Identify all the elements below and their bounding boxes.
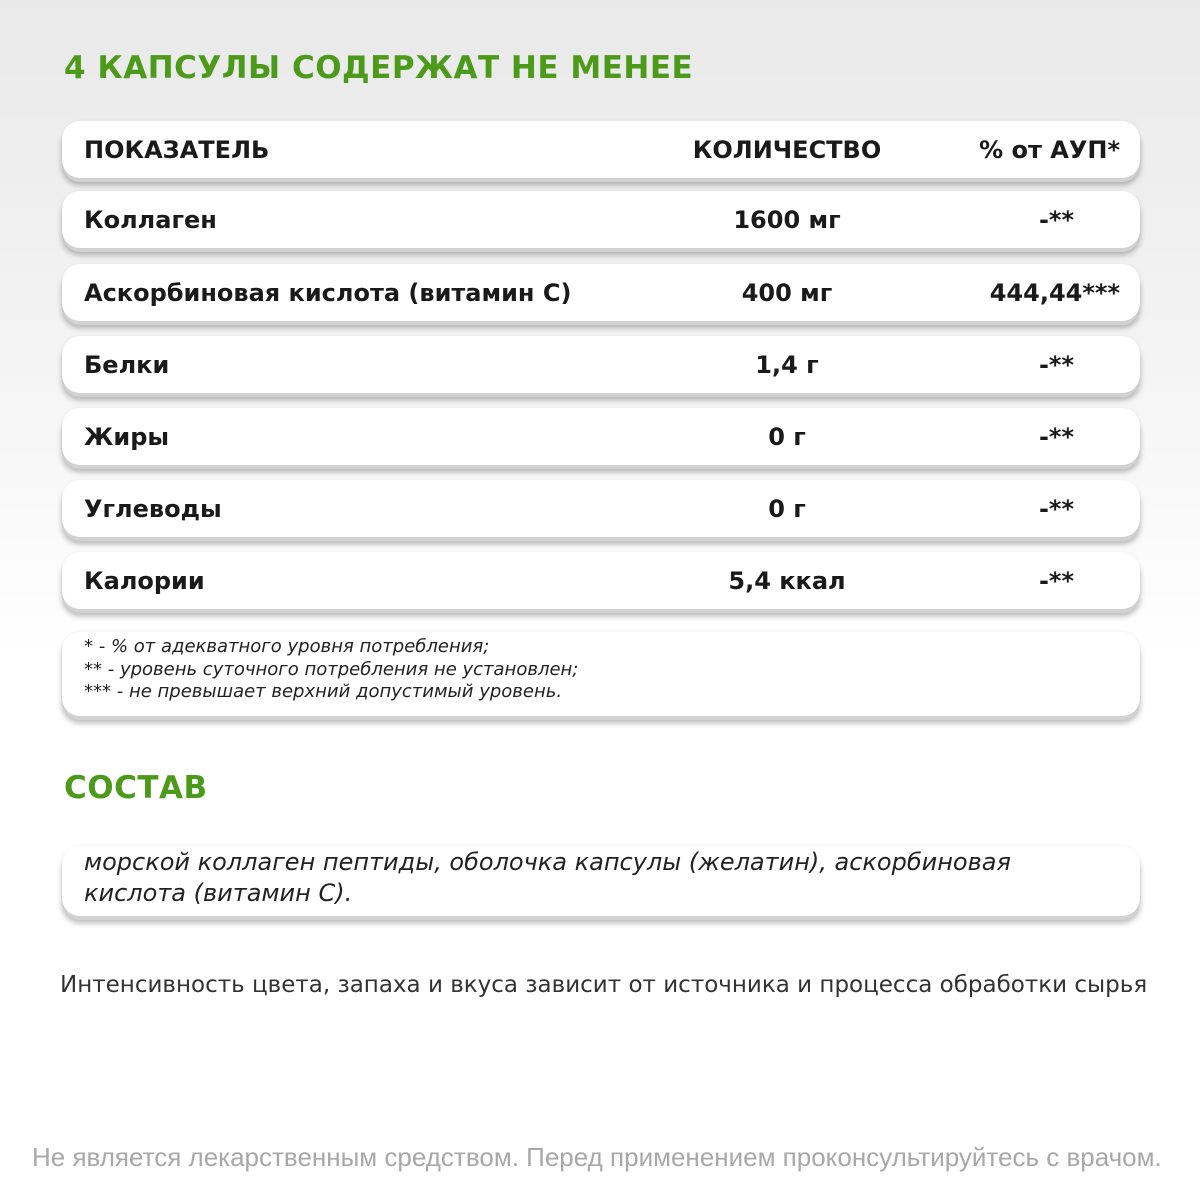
row-amount: 1,4 г	[755, 350, 819, 379]
row-amount: 5,4 ккал	[728, 566, 846, 595]
composition-box	[62, 846, 1140, 916]
row-percent: 444,44***	[989, 278, 1120, 307]
table-row	[62, 480, 1140, 537]
composition-title: СОСТАВ	[64, 770, 208, 806]
row-amount: 0 г	[768, 494, 806, 523]
row-percent: -**	[1038, 205, 1074, 234]
table-row	[62, 408, 1140, 465]
footnote: * - % от адекватного уровня потребления;	[84, 636, 490, 657]
table-row	[62, 264, 1140, 321]
row-name: Аскорбиновая кислота (витамин С)	[84, 278, 572, 307]
row-amount: 400 мг	[741, 278, 833, 307]
row-amount: 0 г	[768, 422, 806, 451]
footnote: ** - уровень суточного потребления не установлен;	[84, 658, 579, 680]
header-amount: КОЛИЧЕСТВО	[692, 135, 882, 164]
row-percent: -**	[1038, 494, 1074, 523]
row-name: Жиры	[84, 422, 170, 451]
composition-text: морской коллаген пептиды, оболочка капсулы (желатин), аскорбиновая кислота (витамин С).	[84, 848, 1011, 907]
row-name: Коллаген	[84, 205, 217, 234]
table-row	[62, 191, 1140, 248]
footnotes	[62, 632, 1140, 716]
table-row	[62, 552, 1140, 609]
row-name: Углеводы	[84, 494, 222, 523]
medical-disclaimer: Не является лекарственным средством. Перед применением проконсультируйтесь с врачом.	[32, 1142, 1162, 1172]
row-percent: -**	[1038, 350, 1074, 379]
row-name: Белки	[84, 350, 170, 379]
header-name: ПОКАЗАТЕЛЬ	[84, 135, 270, 164]
table-row	[62, 336, 1140, 393]
nutrition-title: 4 КАПСУЛЫ СОДЕРЖАТ НЕ МЕНЕЕ	[64, 50, 694, 86]
row-percent: -**	[1038, 566, 1074, 595]
row-name: Калории	[84, 566, 205, 595]
table-header	[62, 121, 1140, 178]
row-amount: 1600 мг	[733, 205, 841, 234]
row-percent: -**	[1038, 422, 1074, 451]
processing-note: Интенсивность цвета, запаха и вкуса зависит от источника и процесса обработки сырья	[60, 972, 1148, 998]
header-percent: % от АУП*	[979, 135, 1120, 164]
footnote: *** - не превышает верхний допустимый уровень.	[84, 681, 563, 702]
